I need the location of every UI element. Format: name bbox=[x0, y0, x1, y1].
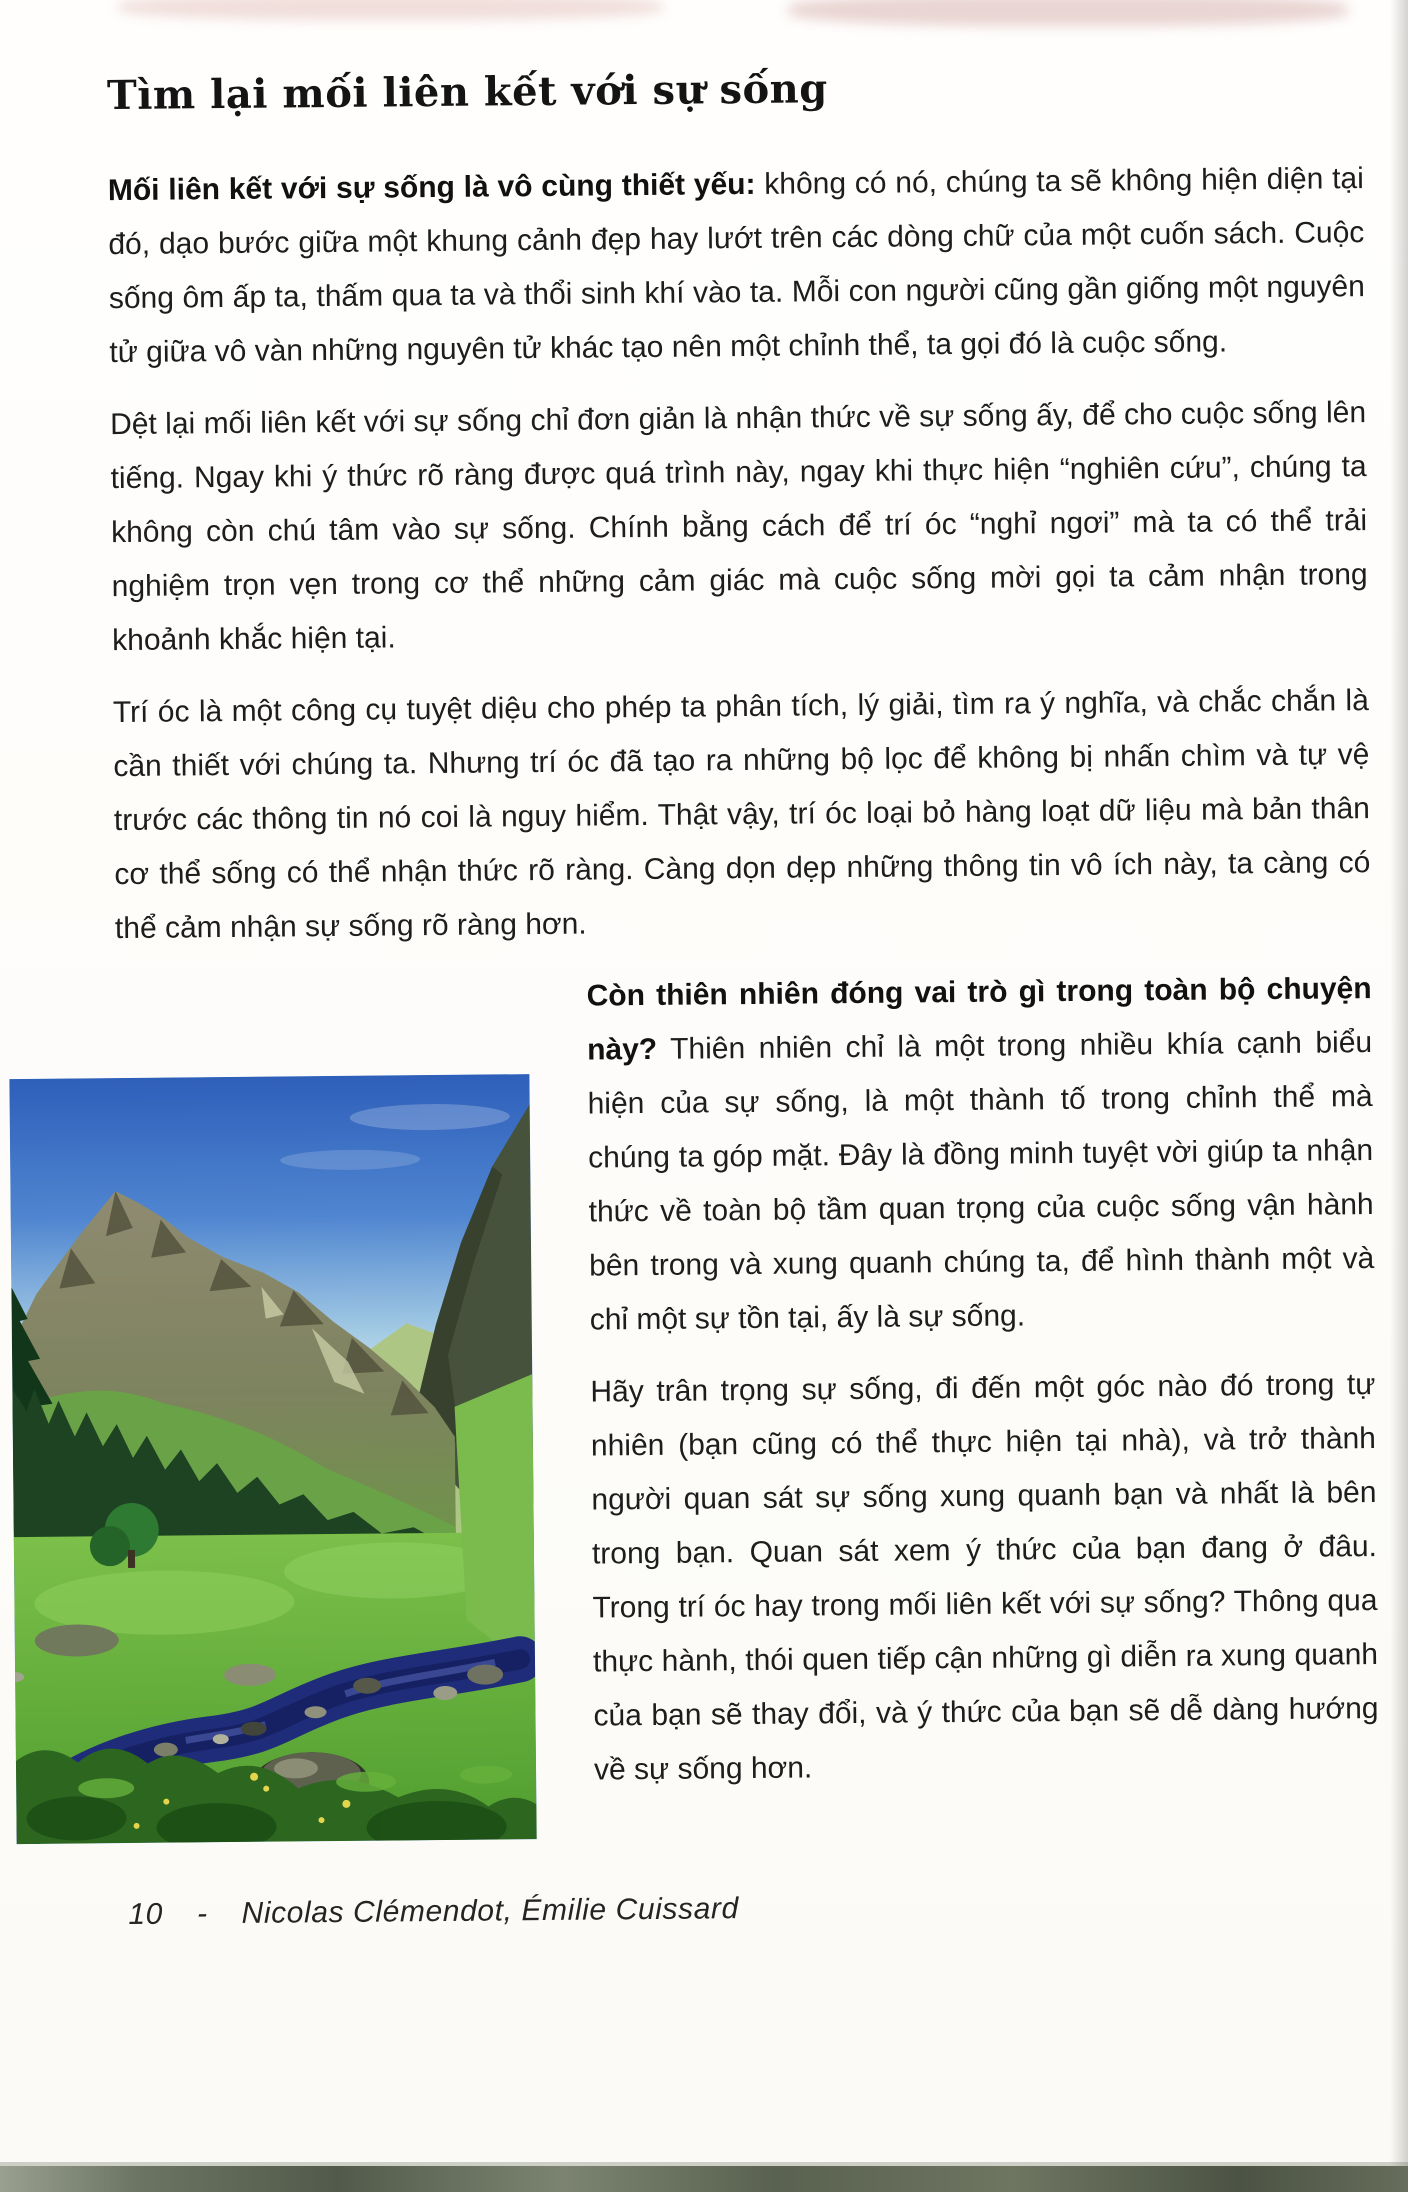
footer-authors: Nicolas Clémendot, Émilie Cuissard bbox=[241, 1892, 739, 1930]
page-title: Tìm lại mối liên kết với sự sống bbox=[106, 65, 828, 120]
paragraph-1 bbox=[108, 152, 1366, 380]
footer-separator: - bbox=[196, 1897, 208, 1931]
page-footer bbox=[128, 1886, 1380, 1932]
paragraph-5-body: Hãy trân trọng sự sống, đi đến một góc nào đó trong tự nhiên (bạn cũng có thể thực hiện tại nhà), và trở thành người quan sát sự sống xung quanh bạn và nhất là bên trong bạn. Quan sát xem ý thức của bạn đang ở đâu. Trong trí óc hay trong mối liên kết với sự sống? Thông qua thực hành, thói quen tiếp cận những gì diễn ra xung quanh của bạn sẽ thay đổi, và ý thức của bạn sẽ dễ dàng hướng về sự sống hơn. bbox=[590, 1368, 1379, 1787]
paragraph-1-body: không có nó, chúng ta sẽ không hiện diện tại đó, dạo bước giữa một khung cảnh đẹp hay lướt trên các dòng chữ của một cuốn sách. Cuộc sống ôm ấp ta, thấm qua ta và thổi sinh khí vào ta. Mỗi con người cũng gần giống một nguyên tử giữa vô vàn những nguyên tử khác tạo nên một chỉnh thể, ta gọi đó là cuộc sống. bbox=[108, 162, 1366, 370]
paragraph-2 bbox=[110, 386, 1369, 668]
paragraph-4-lead: Còn thiên nhiên đóng vai trò gì trong toàn bộ chuyện này? bbox=[586, 972, 1372, 1067]
photo-tree bbox=[90, 1526, 130, 1566]
paragraph-1-lead: Mối liên kết với sự sống là vô cùng thiết yếu: bbox=[107, 167, 756, 208]
valley-photo-illustration bbox=[9, 1074, 536, 1844]
scan-bottom-band bbox=[0, 2166, 1408, 2192]
paragraph-3-body: Trí óc là một công cụ tuyệt diệu cho phép ta phân tích, lý giải, tìm ra ý nghĩa, và chắc chắn là cần thiết với chúng ta. Nhưng trí óc đã tạo ra những bộ lọc để không bị nhấn chìm và tự vệ trước các thông tin nó coi là nguy hiểm. Thật vậy, trí óc loại bỏ hàng loạt dữ liệu mà bản thân cơ thể sống có thể nhận thức rõ ràng. Càng dọn dẹp những thông tin vô ích này, ta càng có thể cảm nhận sự sống rõ ràng hơn. bbox=[112, 684, 1371, 946]
page-edge-shadow bbox=[1390, 0, 1408, 2192]
paragraph-4-body: Thiên nhiên chỉ là một trong nhiều khía cạnh biểu hiện của sự sống, là một thành tố trong chỉnh thể mà chúng ta góp mặt. Đây là đồng minh tuyệt vời giúp ta nhận thức về toàn bộ tầm quan trọng của cuộc sống vận hành bên trong và xung quanh chúng ta, để hình thành một và chỉ một sự tồn tại, ấy là sự sống. bbox=[587, 1026, 1375, 1337]
valley-stream-photo bbox=[9, 1074, 536, 1844]
page-number: 10 bbox=[128, 1897, 164, 1932]
photo-tree-trunk bbox=[128, 1550, 135, 1568]
paragraph-3 bbox=[113, 674, 1372, 956]
paragraph-2-body: Dệt lại mối liên kết với sự sống chỉ đơn giản là nhận thức về sự sống ấy, để cho cuộc sống lên tiếng. Ngay khi ý thức rõ ràng được quá trình này, ngay khi thực hiện “nghiên cứu”, chúng ta không còn chú tâm vào sự sống. Chính bằng cách để trí óc “nghỉ ngơi” mà ta có thể trải nghiệm trọn vẹn trong cơ thể những cảm giác mà cuộc sống mời gọi ta cảm nhận trong khoảnh khắc hiện tại. bbox=[109, 396, 1368, 658]
